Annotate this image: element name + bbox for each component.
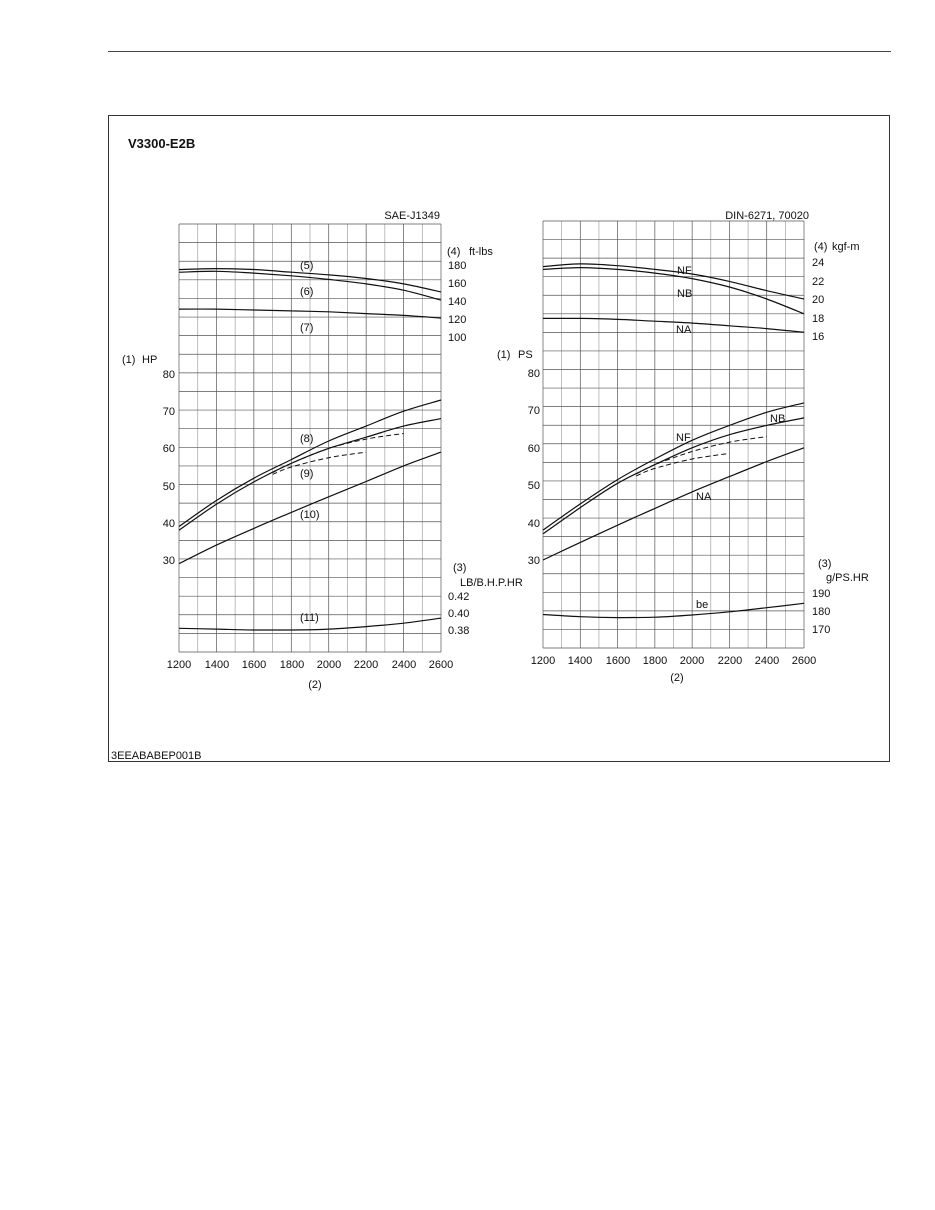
din-power-tick: 50	[527, 480, 540, 492]
sae-torque-axis-num: (4)	[447, 246, 461, 258]
din-torque-tick: 18	[812, 313, 825, 325]
series-line-dashed-upper-power	[273, 434, 404, 473]
sae-x-tick: 1400	[204, 659, 230, 671]
din-standard-label: DIN-6271, 70020	[725, 210, 809, 222]
din-curve-label-nb-torque: NB	[677, 288, 693, 300]
sae-standard-label: SAE-J1349	[384, 210, 440, 222]
sae-x-tick: 1600	[241, 659, 267, 671]
din-consumption-axis-unit: g/PS.HR	[826, 572, 869, 584]
din-curve-label-na-power: NA	[696, 491, 712, 503]
sae-torque-tick: 180	[448, 260, 467, 272]
din-x-tick: 1600	[605, 655, 631, 667]
figure-code: 3EEABABEP001B	[111, 750, 202, 762]
sae-torque-tick: 120	[448, 314, 467, 326]
sae-curve-label-11: (11)	[300, 612, 319, 624]
figure-title: V3300-E2B	[128, 136, 196, 151]
din-torque-tick: 20	[812, 294, 825, 306]
sae-power-axis-num: (1)	[122, 354, 136, 366]
din-consumption-tick: 180	[812, 606, 831, 618]
series-line-dashed-lower-power	[273, 452, 367, 474]
din-power-tick: 60	[527, 443, 540, 455]
sae-x-tick: 2400	[391, 659, 417, 671]
sae-x-tick: 2000	[316, 659, 342, 671]
din-torque-tick: 16	[812, 331, 825, 343]
sae-curve-label-6: (6)	[300, 286, 314, 298]
sae-power-tick: 40	[162, 518, 175, 530]
sae-torque-tick: 100	[448, 332, 467, 344]
sae-power-tick: 60	[162, 443, 175, 455]
sae-power-tick: 30	[162, 555, 175, 567]
din-power-tick: 40	[527, 518, 540, 530]
din-chart	[497, 210, 869, 684]
sae-curve-label-7: (7)	[300, 322, 314, 334]
din-torque-axis-unit: kgf-m	[832, 241, 860, 253]
sae-torque-tick: 140	[448, 296, 467, 308]
din-curve-label-na-torque: NA	[676, 324, 692, 336]
sae-curve-label-5: (5)	[300, 260, 314, 272]
din-power-tick: 30	[527, 555, 540, 567]
din-curve-label-nb-power: NB	[770, 413, 786, 425]
din-x-tick: 2200	[717, 655, 743, 667]
sae-power-tick: 50	[162, 481, 175, 493]
sae-x-tick: 2600	[428, 659, 454, 671]
din-consumption-axis-num: (3)	[818, 558, 832, 570]
din-torque-axis-num: (4)	[814, 241, 828, 253]
din-power-tick: 70	[527, 405, 540, 417]
sae-consumption-axis-num: (3)	[453, 562, 467, 574]
din-curve-label-nf-torque: NF	[677, 265, 692, 277]
sae-curve-label-8: (8)	[300, 433, 314, 445]
sae-power-tick: 70	[162, 406, 175, 418]
din-consumption-tick: 190	[812, 588, 831, 600]
sae-curve-label-9: (9)	[300, 468, 314, 480]
sae-x-tick: 1800	[279, 659, 305, 671]
sae-power-tick: 80	[162, 369, 175, 381]
din-x-axis-label: (2)	[670, 672, 684, 684]
din-torque-tick: 24	[812, 257, 825, 269]
din-grid	[543, 221, 804, 648]
sae-chart	[122, 210, 523, 691]
series-line-dashed-upper-power	[636, 437, 767, 474]
sae-power-axis-unit: HP	[142, 354, 158, 366]
sae-consumption-axis-unit: LB/B.H.P.HR	[460, 577, 523, 589]
sae-curve-label-10: (10)	[300, 509, 320, 521]
series-line-dashed-lower-power	[636, 453, 729, 476]
din-consumption-tick: 170	[812, 624, 831, 636]
din-power-axis-unit: PS	[518, 349, 533, 361]
din-x-tick: 2600	[791, 655, 817, 667]
din-x-tick: 1800	[642, 655, 668, 667]
din-power-axis-num: (1)	[497, 349, 511, 361]
sae-consumption-tick: 0.40	[448, 608, 470, 620]
sae-consumption-tick: 0.38	[448, 625, 470, 637]
din-x-tick: 2000	[679, 655, 705, 667]
sae-torque-tick: 160	[448, 278, 467, 290]
sae-torque-axis-unit: ft-lbs	[469, 246, 493, 258]
sae-x-tick: 2200	[353, 659, 379, 671]
sae-x-axis-label: (2)	[308, 679, 322, 691]
din-torque-tick: 22	[812, 276, 825, 288]
din-x-tick: 2400	[754, 655, 780, 667]
din-x-tick: 1200	[530, 655, 556, 667]
din-power-tick: 80	[527, 368, 540, 380]
din-curve-label-be: be	[696, 599, 709, 611]
sae-x-tick: 1200	[166, 659, 192, 671]
sae-consumption-tick: 0.42	[448, 591, 470, 603]
din-curve-label-nf-power: NF	[676, 432, 691, 444]
din-x-tick: 1400	[567, 655, 593, 667]
